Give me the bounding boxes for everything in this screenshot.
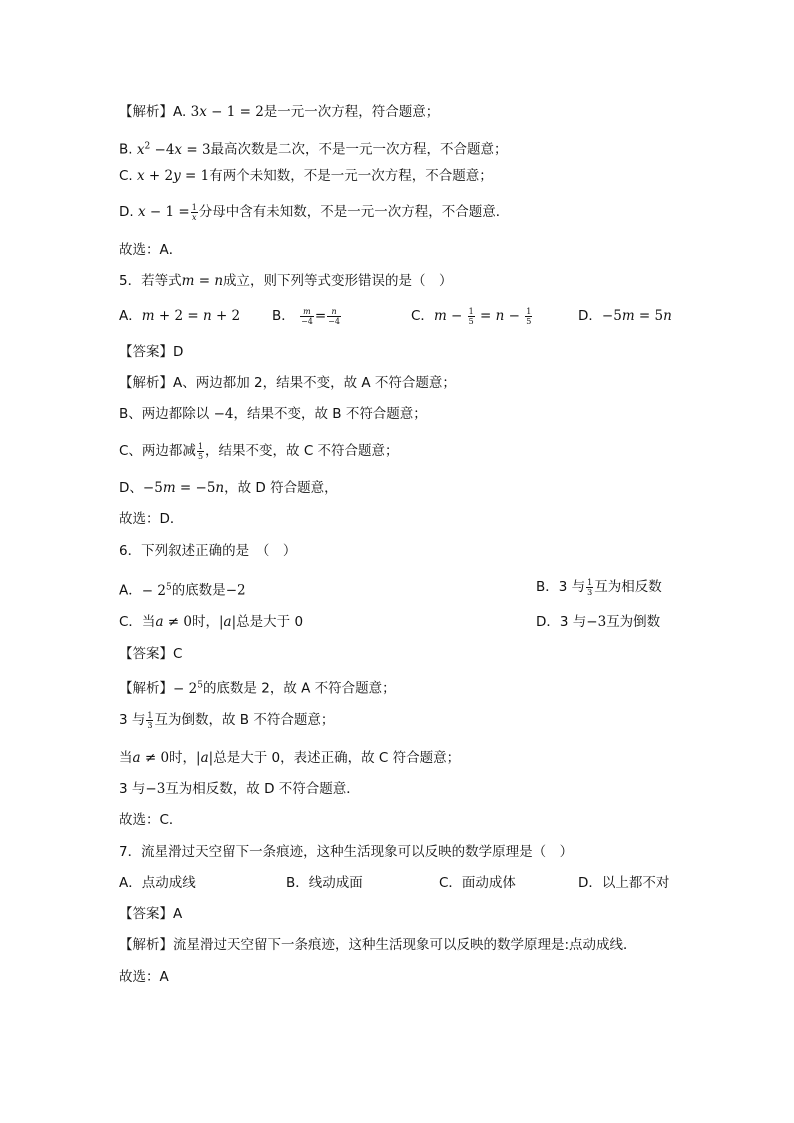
q4-analysis-a: 【解析】A. 3x − 1 = 2是一元一次方程，符合题意； [119, 104, 440, 120]
q6-option-b: B．3 与 $\frac{1}{3}$ 互为相反数 [536, 577, 662, 597]
q4-conclusion: 故选：A． [119, 242, 183, 258]
q7-stem: 7．流星滑过天空留下一条痕迹，这种生活现象可以反映的数学原理是（ ） [119, 844, 574, 860]
q5-option-a: A．m + 2 = n + 2 [119, 308, 241, 324]
q6-stem: 6．下列叙述正确的是 （ ） [119, 543, 297, 559]
q5-analysis-c: C、两边都减 $\frac{1}{5}$ ，结果不变，故 C 不符合题意； [119, 441, 399, 461]
q5-option-b: B． $\frac{m}{-4}$ = $\frac{n}{-4}$ [272, 306, 340, 326]
q4-analysis-b: B. $x^2 -4x = 3$最高次数是二次，不是一元一次方程，不合题意； [119, 141, 508, 158]
q7-conclusion: 故选：A [119, 969, 169, 985]
q4-analysis-d: D. x − 1 = $\frac{1}{x}$ 分母中含有未知数，不是一元一次方程，不合题意． [119, 203, 510, 222]
q5-answer: 【答案】D [119, 344, 184, 360]
q7-option-b: B．线动成面 [286, 875, 363, 891]
q6-analysis-b: 3 与 $\frac{1}{3}$ 互为倒数，故 B 不符合题意； [119, 710, 335, 730]
q6-analysis-a: 【解析】− $2^5$的底数是 2，故 A 不符合题意； [119, 680, 396, 697]
q5-analysis-b: B、两边都除以 −4，结果不变，故 B 不符合题意； [119, 406, 427, 422]
analysis-tag: 【解析】 [119, 104, 173, 120]
q5-stem: 5．若等式m = n成立，则下列等式变形错误的是（ ） [119, 273, 453, 289]
q6-analysis-c: 当a ≠ 0时，|a|总是大于 0，表述正确，故 C 符合题意； [119, 750, 461, 766]
q7-option-a: A．点动成线 [119, 875, 196, 891]
q6-option-a: A．− $2^5$的底数是−2 [119, 582, 246, 599]
q7-option-d: D．以上都不对 [578, 875, 670, 891]
q6-answer: 【答案】C [119, 646, 183, 662]
q5-option-c: C．m − $\frac{1}{5}$ = n − $\frac{1}{5}$ [411, 307, 532, 326]
q6-option-c: C．当a ≠ 0时，|a|总是大于 0 [119, 614, 304, 630]
q5-analysis-d: D、−5m = −5n，故 D 符合题意， [119, 480, 338, 496]
q6-conclusion: 故选：C． [119, 812, 183, 828]
q7-analysis: 【解析】流星滑过天空留下一条痕迹，这种生活现象可以反映的数学原理是:点动成线． [119, 937, 637, 953]
q5-conclusion: 故选：D． [119, 511, 184, 527]
q6-analysis-d: 3 与−3互为相反数，故 D 不符合题意． [119, 781, 360, 797]
q4-analysis-c: C. x + 2y = 1有两个未知数，不是一元一次方程，不合题意； [119, 168, 493, 184]
q7-option-c: C．面动成体 [439, 875, 516, 891]
q6-option-d: D．3 与−3互为倒数 [536, 614, 661, 630]
q5-analysis-a: 【解析】A、两边都加 2，结果不变，故 A 不符合题意； [119, 375, 456, 391]
q7-answer: 【答案】A [119, 906, 183, 922]
q5-option-d: D．−5m = 5n [578, 308, 672, 324]
